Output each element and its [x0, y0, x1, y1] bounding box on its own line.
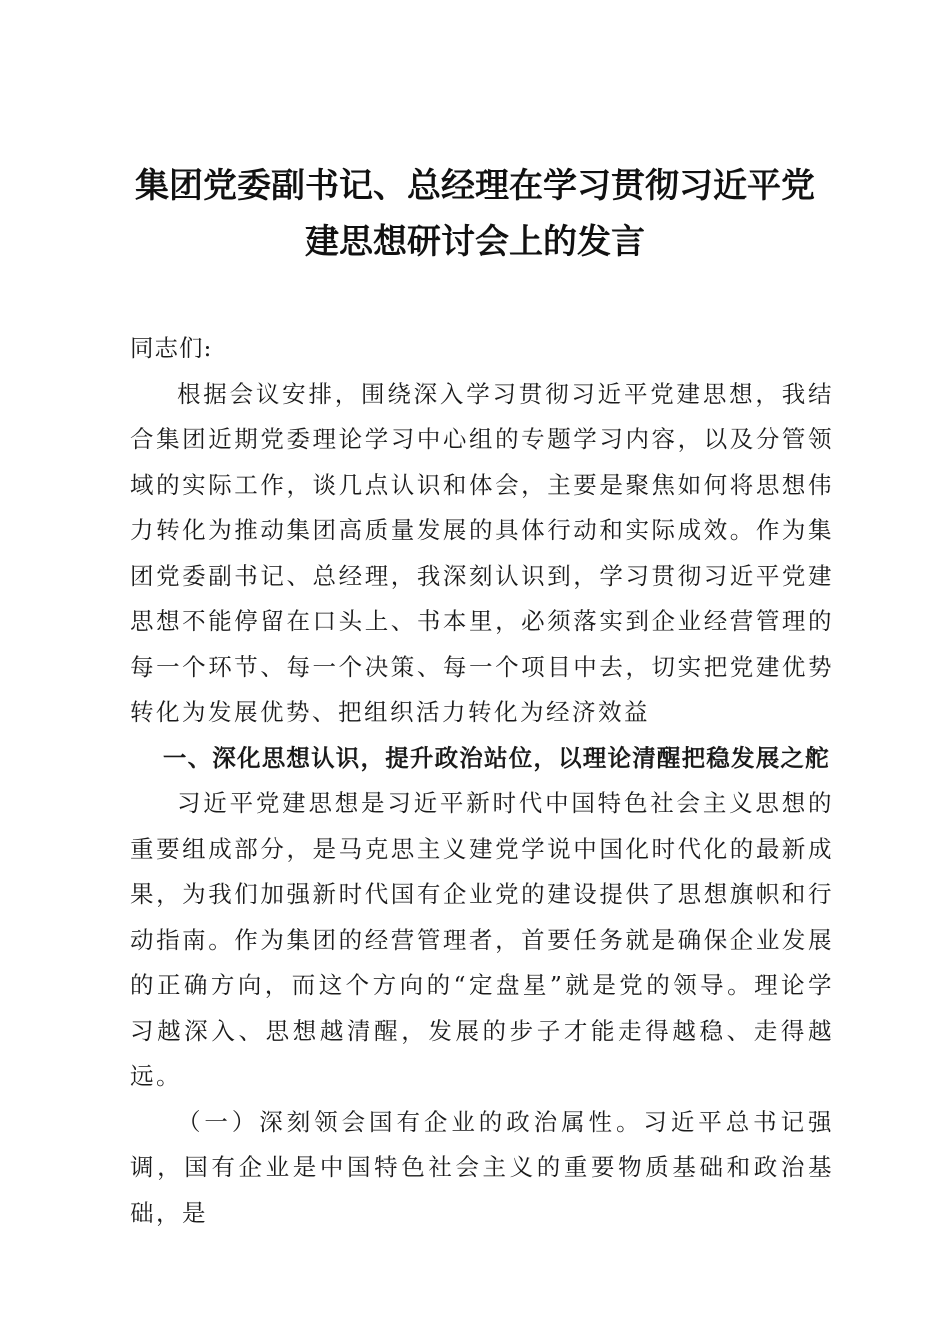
- document-title: [60, 158, 890, 270]
- subsection-1-paragraph: （一）深刻领会国有企业的政治属性。习近平总书记强调，国有企业是中国特色社会主义的重要物质基础和政治基础，是: [130, 1107, 834, 1227]
- document-body: [130, 326, 834, 1236]
- salutation: 同志们:: [130, 334, 213, 362]
- section-heading-1: 一、深化思想认识，提升政治站位，以理论清醒把稳发展之舵: [162, 743, 830, 772]
- title-line-1: 集团党委副书记、总经理在学习贯彻习近平党: [135, 166, 815, 206]
- title-line-2: 建思想研讨会上的发言: [305, 222, 645, 262]
- section-1-paragraph: 习近平党建思想是习近平新时代中国特色社会主义思想的重要组成部分，是马克思主义建党学说中国化时代化的最新成果，为我们加强新时代国有企业党的建设提供了思想旗帜和行动指南。作为集团的经营管理者，首要任务就是确保企业发展的正确方向，而这个方向的“定盘星”就是党的领导。理论学习越深入、思想越清醒，发展的步子才能走得越稳、走得越远。: [130, 789, 834, 1090]
- intro-paragraph: 根据会议安排，围绕深入学习贯彻习近平党建思想，我结合集团近期党委理论学习中心组的专题学习内容，以及分管领域的实际工作，谈几点认识和体会，主要是聚焦如何将思想伟力转化为推动集团高质量发展的具体行动和实际成效。作为集团党委副书记、总经理，我深刻认识到，学习贯彻习近平党建思想不能停留在口头上、书本里，必须落实到企业经营管理的每一个环节、每一个决策、每一个项目中去，切实把党建优势转化为发展优势、把组织活力转化为经济效益: [130, 379, 834, 726]
